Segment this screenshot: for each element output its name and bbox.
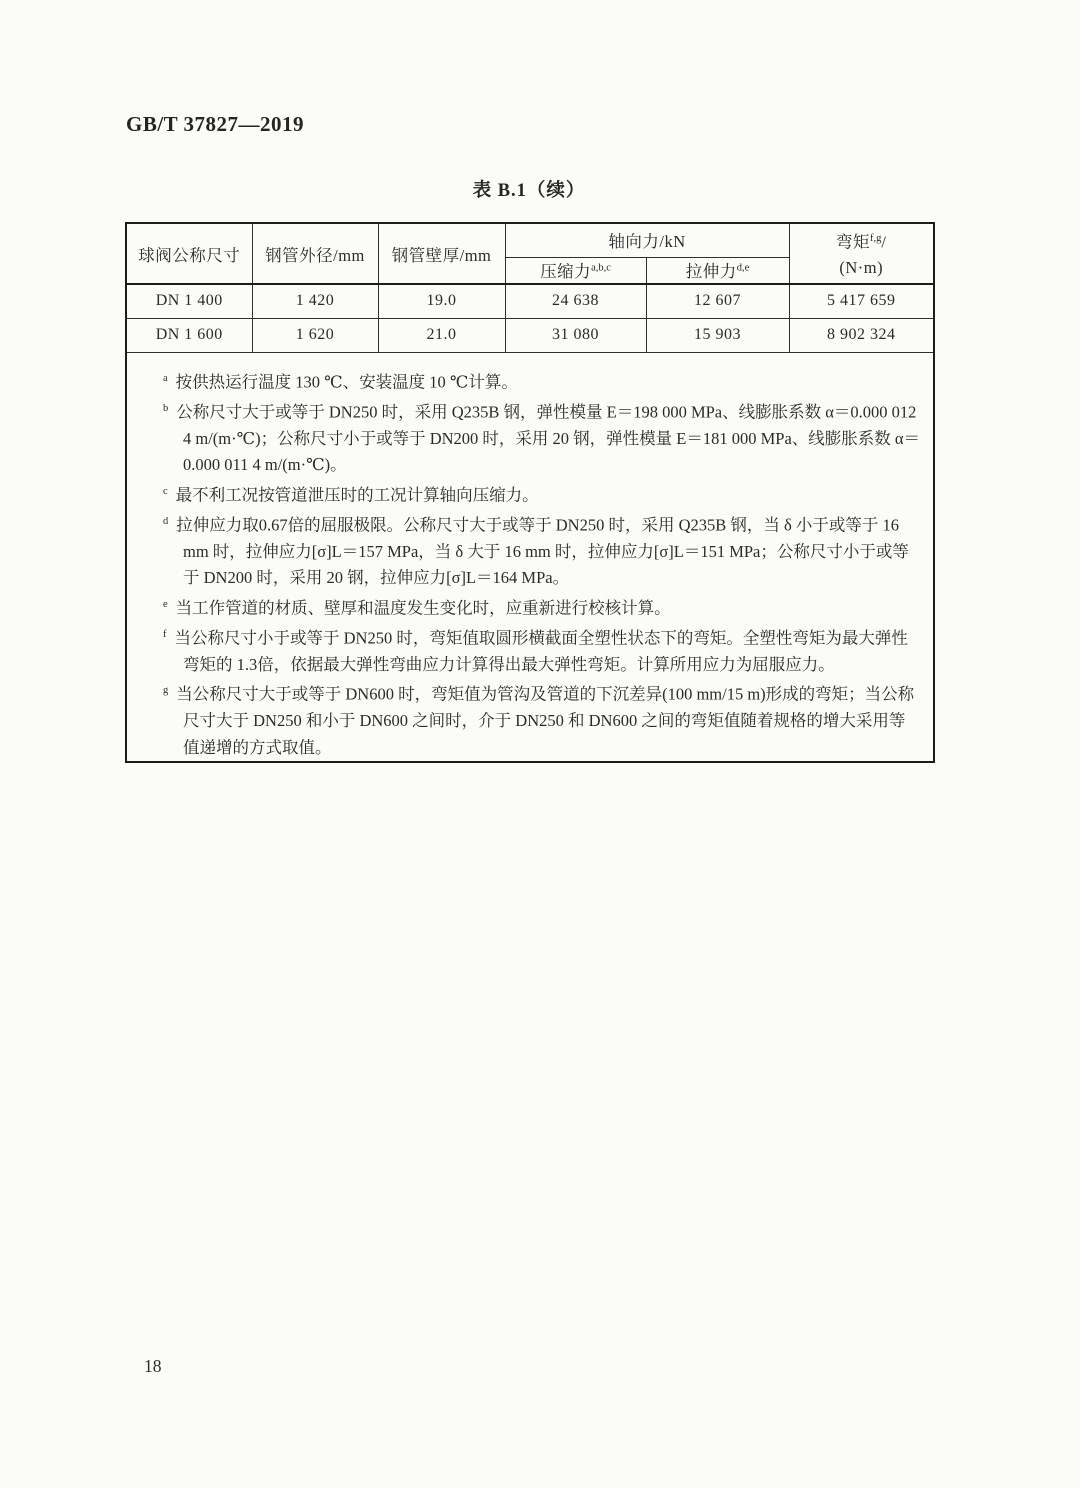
- cell-wall: 19.0: [378, 284, 505, 318]
- cell-moment: 8 902 324: [789, 318, 934, 352]
- cell-tension: 12 607: [646, 284, 789, 318]
- footnote-marker: g: [163, 685, 169, 696]
- footnote-text: 当公称尺寸大于或等于 DN600 时，弯矩值为管沟及管道的下沉差异(100 mm/15 m)形成的弯矩；当公称尺寸大于 DN250 和小于 DN600 之间时，介于 DN250 和 DN600 之间的弯矩值随着规格的增大采用等值递增的方式取值。: [176, 684, 915, 757]
- footnote-d: [163, 509, 921, 592]
- footnote-text: 公称尺寸大于或等于 DN250 时，采用 Q235B 钢，弹性模量 E＝198 000 MPa、线膨胀系数 α＝0.000 012 4 m/(m·℃)；公称尺寸小于或等于 DN200 时，采用 20 钢，弹性模量 E＝181 000 MPa、线膨胀系数 α＝0.000 011 4 m/(m·℃)。: [176, 402, 921, 474]
- table-caption: 表 B.1（续）: [472, 181, 586, 201]
- col-header-axial-force-group: 轴向力/kN: [505, 223, 789, 257]
- footnote-ref-moment: f,g: [870, 232, 882, 244]
- footnote-text: 当工作管道的材质、壁厚和温度发生变化时，应重新进行校核计算。: [175, 598, 671, 617]
- footnote-marker: d: [163, 515, 169, 527]
- cell-tension: 15 903: [646, 318, 789, 352]
- footnote-g: [163, 678, 921, 761]
- col-header-tension: [646, 257, 789, 284]
- footnote-marker: a: [163, 372, 168, 384]
- cell-od: 1 420: [252, 284, 378, 318]
- tension-text: 拉伸力: [685, 262, 737, 282]
- table-footnotes-section: [126, 352, 934, 762]
- col-header-bending-moment: [789, 223, 934, 284]
- col-header-wall-thickness: 钢管壁厚/mm: [378, 223, 505, 284]
- footnote-e: [163, 592, 921, 622]
- footnote-marker: f: [163, 628, 167, 640]
- footnote-f: [163, 622, 921, 679]
- cell-compression: 31 080: [505, 318, 646, 352]
- footnote-text: 按供热运行温度 130 ℃、安装温度 10 ℃计算。: [175, 372, 518, 391]
- bending-moment-text: 弯矩: [836, 232, 871, 252]
- footnote-text: 拉伸应力取0.67倍的屈服极限。公称尺寸大于或等于 DN250 时，采用 Q235B 钢，当 δ 小于或等于 16 mm 时，拉伸应力[σ]L＝157 MPa，当 δ 大于 16 mm 时，拉伸应力[σ]L＝151 MPa；公称尺寸小于或等于 DN200 时，采用 20 钢，拉伸应力[σ]L＝164 MPa。: [176, 515, 909, 587]
- footnote-ref-tension: d,e: [736, 262, 750, 274]
- footnote-a: [163, 366, 921, 396]
- table-header: [126, 223, 934, 284]
- footnote-ref-compression: a,b,c: [591, 262, 611, 274]
- footnote-cell: [126, 352, 934, 762]
- table-body: [126, 284, 934, 352]
- footnote-text: 当公称尺寸小于或等于 DN250 时，弯矩值取圆形横截面全塑性状态下的弯矩。全塑性弯矩为最大弹性弯矩的 1.3倍，依据最大弹性弯曲应力计算得出最大弹性弯矩。计算所用应力为屈服应力。: [174, 628, 908, 674]
- table-b1: [125, 222, 935, 763]
- col-header-pipe-od: 钢管外径/mm: [252, 223, 378, 284]
- table-row: [126, 284, 934, 318]
- cell-dn: DN 1 600: [126, 318, 252, 352]
- cell-od: 1 620: [252, 318, 378, 352]
- footnote-text: 最不利工况按管道泄压时的工况计算轴向压缩力。: [175, 485, 539, 504]
- compression-text: 压缩力: [540, 262, 592, 282]
- footnote-c: [163, 479, 921, 509]
- footnote-marker: c: [163, 485, 168, 497]
- col-header-compression: [505, 257, 646, 284]
- bending-moment-slash: /: [881, 232, 887, 252]
- bending-moment-unit: (N·m): [839, 258, 884, 278]
- page-number: 18: [144, 1356, 162, 1376]
- col-header-valve-size: 球阀公称尺寸: [126, 223, 252, 284]
- bending-moment-label: [794, 226, 930, 256]
- footnote-marker: b: [163, 402, 169, 414]
- footnote-b: [163, 396, 921, 479]
- footnote-list: [163, 366, 921, 762]
- cell-dn: DN 1 400: [126, 284, 252, 318]
- table-row: [126, 318, 934, 352]
- cell-wall: 21.0: [378, 318, 505, 352]
- standard-number: GB/T 37827—2019: [126, 112, 305, 136]
- cell-moment: 5 417 659: [789, 284, 934, 318]
- cell-compression: 24 638: [505, 284, 646, 318]
- footnote-marker: e: [163, 598, 168, 610]
